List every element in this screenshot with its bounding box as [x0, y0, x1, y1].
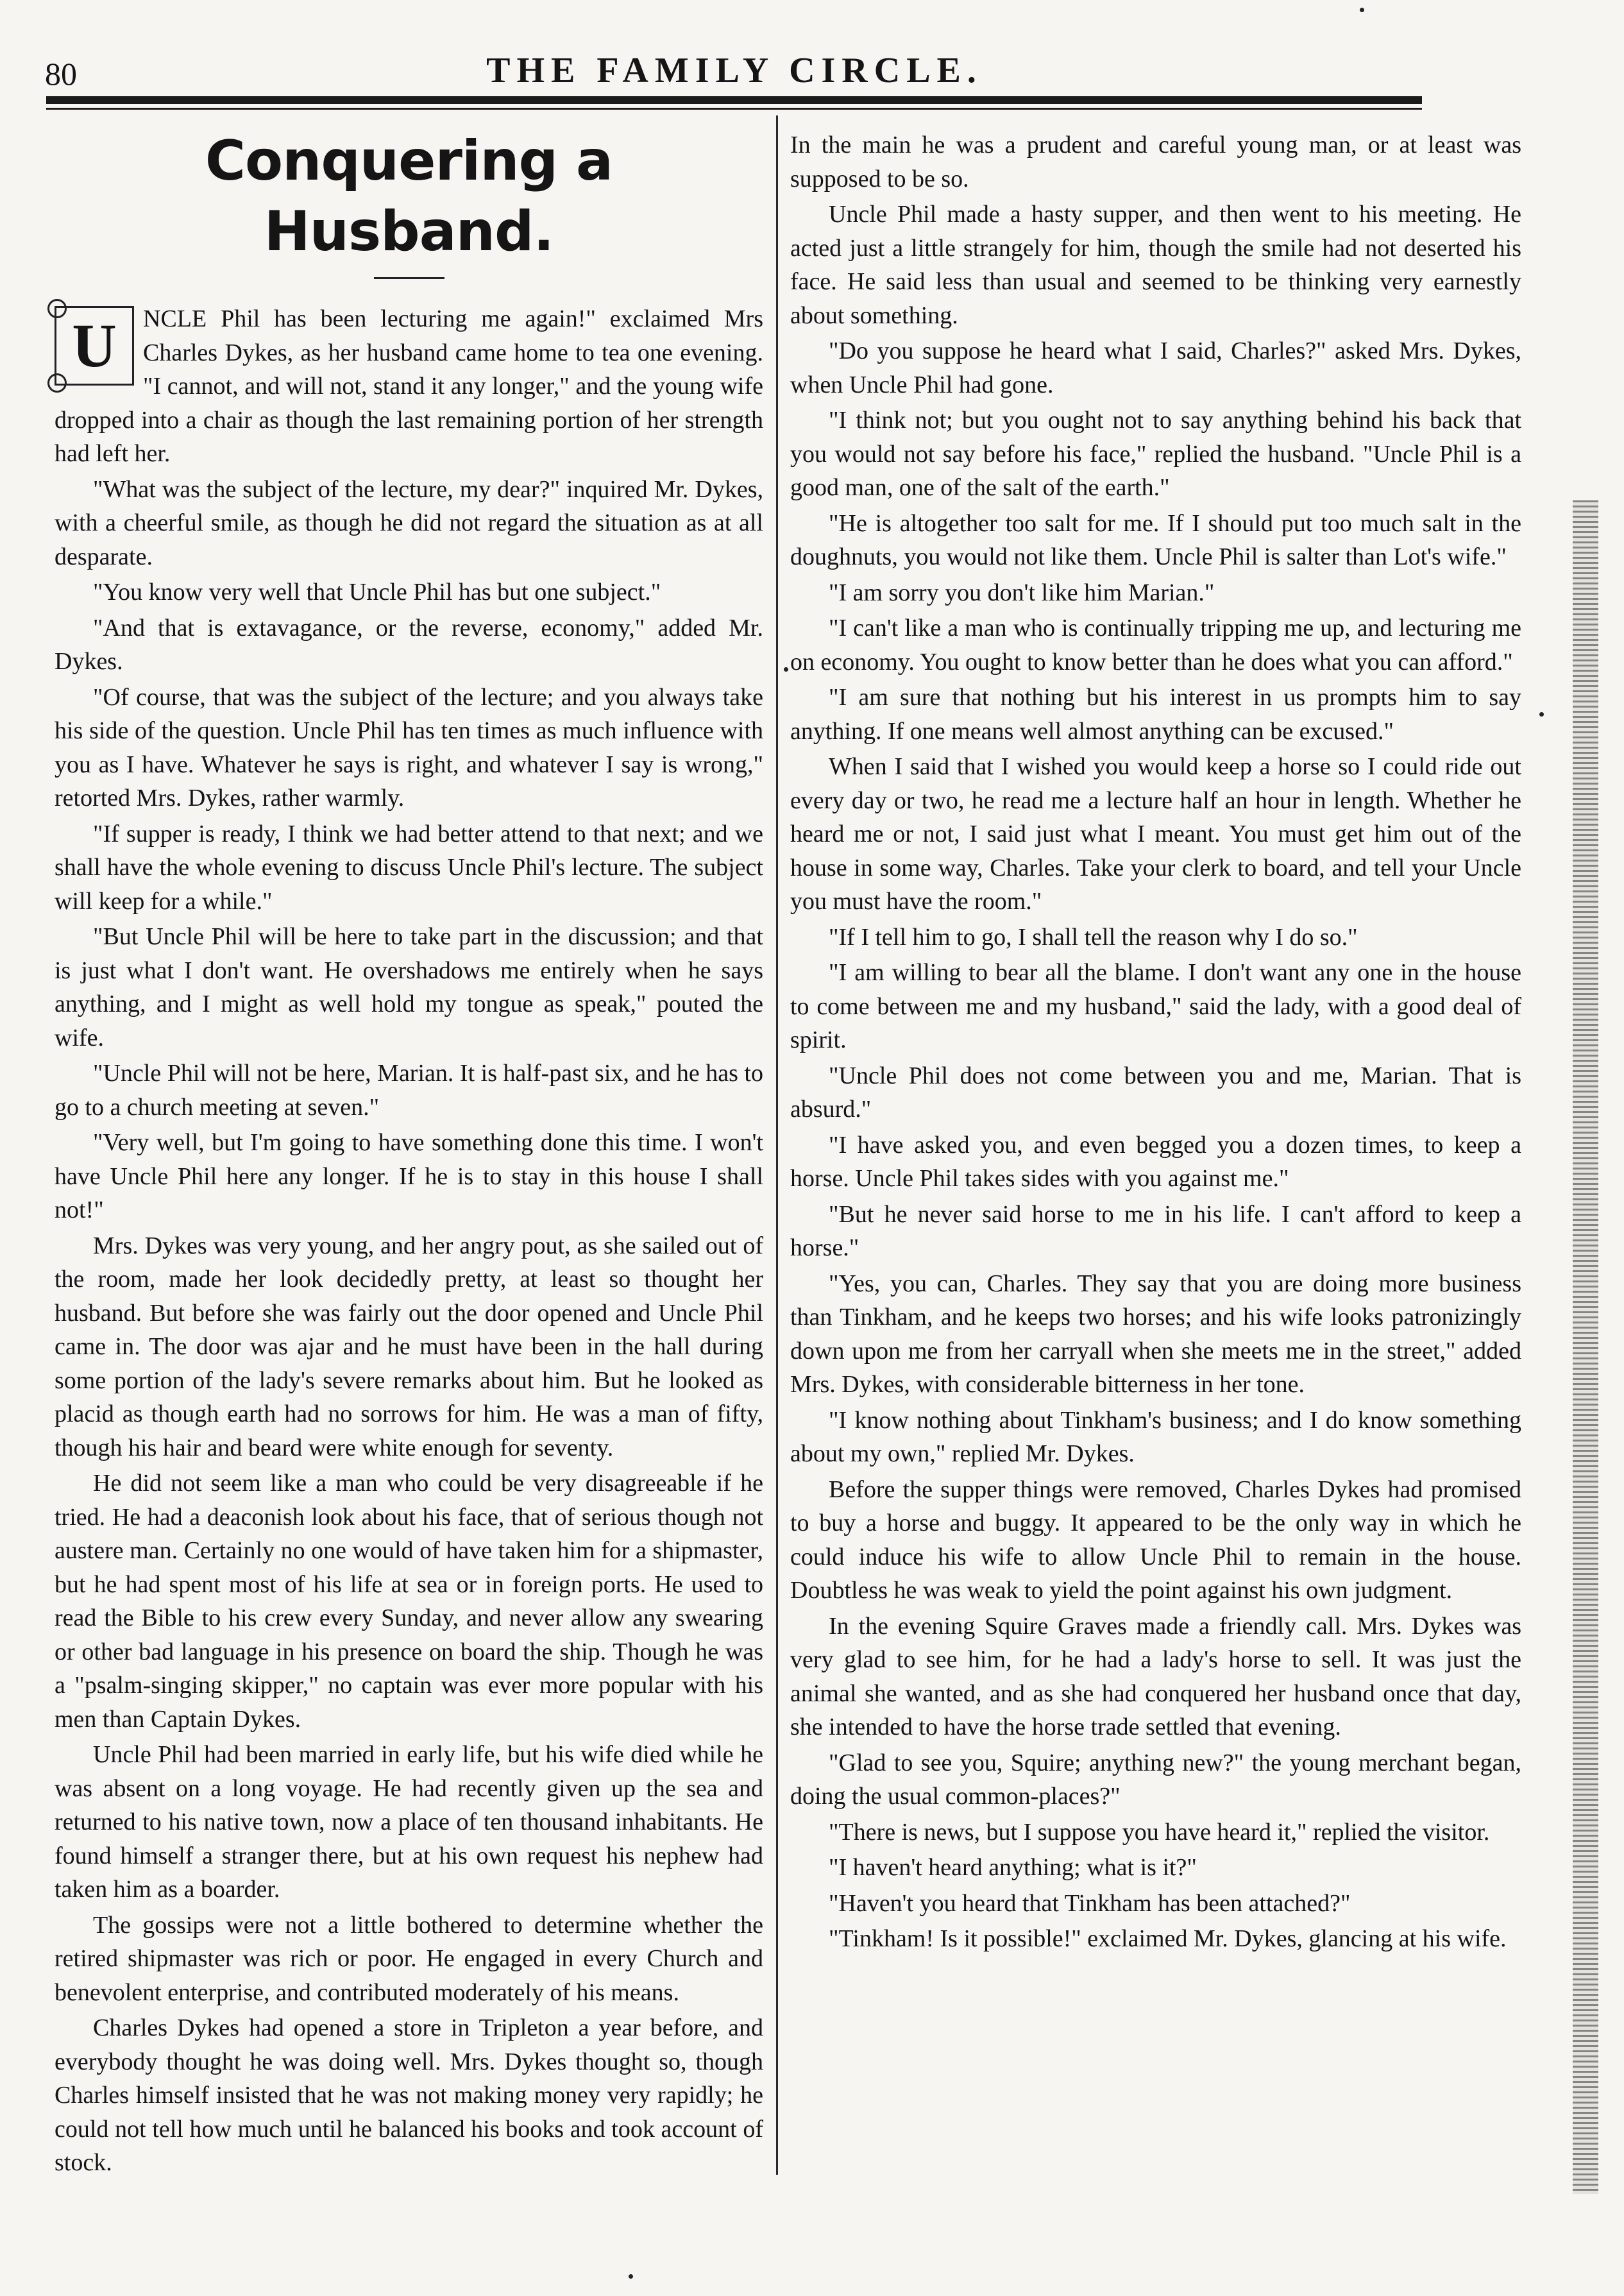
paragraph: "Haven't you heard that Tinkham has been attached?" — [829, 1889, 1351, 1917]
paragraph: "Uncle Phil will not be here, Marian. It is half-past six, and he has to go to a church meeting at seven." — [55, 1060, 763, 1121]
paragraph: When I said that I wished you would keep a horse so I could ride out every day or two, he read me a lecture half an hour in length. Whether he heard me or not, I said just what I meant. You must get him out of the house in some way, Charles. Take your clerk to board, and tell your Uncle you must have the room." — [790, 753, 1521, 915]
article-title: Conquering a Husband. — [205, 129, 613, 264]
header-rule-thick — [46, 96, 1422, 104]
paragraph: "Tinkham! Is it possible!" exclaimed Mr. Dykes, glancing at his wife. — [829, 1925, 1507, 1952]
ink-speck — [629, 2274, 633, 2279]
running-title: THE FAMILY CIRCLE. — [486, 51, 983, 90]
paragraph: "I am willing to bear all the blame. I don't want any one in the house to come between me and my husband," said the lady, with a good deal of spirit. — [790, 959, 1521, 1053]
paragraph: "Do you suppose he heard what I said, Charles?" asked Mrs. Dykes, when Uncle Phil had gone. — [790, 337, 1521, 398]
page-header — [45, 50, 1424, 101]
right-column-body — [790, 128, 1521, 1956]
paragraph: "If supper is ready, I think we had better attend to that next; and we shall have the whole evening to discuss Uncle Phil's lecture. The subject will keep for a while." — [55, 820, 763, 915]
paragraph: In the main he was a prudent and careful young man, or at least was supposed to be so. — [790, 132, 1521, 192]
ink-speck — [1360, 8, 1364, 12]
paragraph: In the evening Squire Graves made a friendly call. Mrs. Dykes was very glad to see him, for he had a lady's horse to sell. It was just the animal she wanted, and as she had conquered her husband once that day, she intended to have the horse trade settled that evening. — [790, 1612, 1521, 1740]
paragraph: "Yes, you can, Charles. They say that you are doing more business than Tinkham, and he keeps two horses; and his wife looks patronizingly down upon me from her carryall when she meets me in the street," added Mrs. Dykes, with considerable bitterness in her tone. — [790, 1270, 1521, 1398]
header-rule-thin — [46, 108, 1422, 110]
paragraph: "I can't like a man who is continually tripping me up, and lecturing me on economy. You ought to know better than he does what you can afford." — [790, 615, 1521, 676]
left-column-body — [55, 302, 763, 2180]
paragraph: "There is news, but I suppose you have heard it," replied the visitor. — [829, 1818, 1490, 1846]
paragraph: Uncle Phil made a hasty supper, and then went to his meeting. He acted just a little strangely for him, though the smile had not deserted his face. He said less than usual and seemed to be thinking very earnestly about something. — [790, 201, 1521, 329]
paragraph: "Of course, that was the subject of the lecture; and you always take his side of the question. Uncle Phil has ten times as much influence with you as I have. Whatever he says is right, and whatever I say is wrong," retorted Mrs. Dykes, rather warmly. — [55, 683, 763, 812]
paragraph: "I have asked you, and even begged you a dozen times, to keep a horse. Uncle Phil takes sides with you against me." — [790, 1131, 1521, 1192]
paragraph: "You know very well that Uncle Phil has but one subject." — [93, 579, 661, 606]
paragraph: Charles Dykes had opened a store in Tripleton a year before, and everybody thought he was doing well. Mrs. Dykes thought so, though Charles himself insisted that he was not making money very rapidly; he could not tell how much until he balanced his books and took account of stock. — [55, 2014, 763, 2176]
paragraph: "And that is extavagance, or the reverse, economy," added Mr. Dykes. — [55, 614, 763, 675]
paragraph: "He is altogether too salt for me. If I should put too much salt in the doughnuts, you would not like them. Uncle Phil is salter than Lot's wife." — [790, 509, 1521, 570]
paragraph: "Uncle Phil does not come between you and me, Marian. That is absurd." — [790, 1062, 1521, 1123]
paragraph: "Glad to see you, Squire; anything new?" the young merchant began, doing the usual common-places?" — [790, 1749, 1521, 1810]
paragraph: Before the supper things were removed, Charles Dykes had promised to buy a horse and buggy. It appeared to be the only way in which he could induce his wife to allow Uncle Phil to remain in the house. Doubtless he was weak to yield the point against his own judgment. — [790, 1475, 1521, 1604]
paragraph: "I think not; but you ought not to say anything behind his back that you would not say before his face," replied the husband. "Uncle Phil is a good man, one of the salt of the earth." — [790, 407, 1521, 501]
paragraph: "Very well, but I'm going to have something done this time. I won't have Uncle Phil here any longer. If he is to stay in this house I shall not!" — [55, 1129, 763, 1223]
paragraph: The gossips were not a little bothered to determine whether the retired shipmaster was rich or poor. He engaged in every Church and benevolent enterprise, and contributed moderately of his means. — [55, 1911, 763, 2006]
dropcap-ornament: U — [55, 306, 134, 386]
paragraph: "I haven't heard anything; what is it?" — [829, 1854, 1197, 1881]
left-column — [55, 126, 763, 2182]
page-edge-shadow — [1573, 500, 1598, 2194]
paragraph: "What was the subject of the lecture, my dear?" inquired Mr. Dykes, with a cheerful smile, as though he did not regard the situation as at all desparate. — [55, 475, 763, 570]
title-rule — [374, 277, 444, 279]
paragraph: "I am sure that nothing but his interest in us prompts him to say anything. If one means well almost anything can be excused." — [790, 684, 1521, 745]
paragraph: "I know nothing about Tinkham's business; and I do know something about my own," replied Mr. Dykes. — [790, 1406, 1521, 1467]
right-column — [790, 128, 1521, 1958]
paragraph: He did not seem like a man who could be very disagreeable if he tried. He had a deaconish look about his face, that of serious though not austere man. Certainly no one would of have taken him for a shipmaster, but he had spent most of his life at sea or in foreign ports. He used to read the Bible to his crew every Sunday, and never allow any swearing or other bad language in his presence on board the ship. Though he was a "psalm-singing skipper," no captain was ever more popular with his men than Captain Dykes. — [55, 1470, 763, 1733]
ink-speck — [784, 667, 788, 672]
ink-speck — [1539, 712, 1544, 717]
page-number: 80 — [45, 56, 77, 92]
paragraph: Uncle Phil had been married in early life, but his wife died while he was absent on a long voyage. He had recently given up the sea and returned to his native town, now a place of ten thousand inhabitants. He found himself a stranger there, but at his own request his nephew had taken him as a boarder. — [55, 1741, 763, 1903]
paragraph: "But Uncle Phil will be here to take part in the discussion; and that is just what I don't want. He overshadows me entirely when he says anything, and I might as well hold my tongue as speak," pouted the wife. — [55, 923, 763, 1051]
paragraph: NCLE Phil has been lecturing me again!" exclaimed Mrs Charles Dykes, as her husband came home to tea one evening. "I cannot, and will not, stand it any longer," and the young wife dropped into a chair as though the last remaining portion of her strength had left her. — [55, 305, 763, 467]
paragraph: "But he never said horse to me in his life. I can't afford to keep a horse." — [790, 1200, 1521, 1261]
paragraph: Mrs. Dykes was very young, and her angry pout, as she sailed out of the room, made her look decidedly pretty, at least so thought her husband. But before she was fairly out the door opened and Uncle Phil came in. The door was ajar and he must have been in the hall during some portion of the lady's severe remarks about him. But he looked as placid as though earth had no sorrows for him. He was a man of fifty, though his hair and beard were white enough for seventy. — [55, 1232, 763, 1461]
paragraph: "If I tell him to go, I shall tell the reason why I do so." — [829, 923, 1358, 951]
column-divider — [776, 115, 778, 2175]
paragraph: "I am sorry you don't like him Marian." — [829, 579, 1215, 606]
